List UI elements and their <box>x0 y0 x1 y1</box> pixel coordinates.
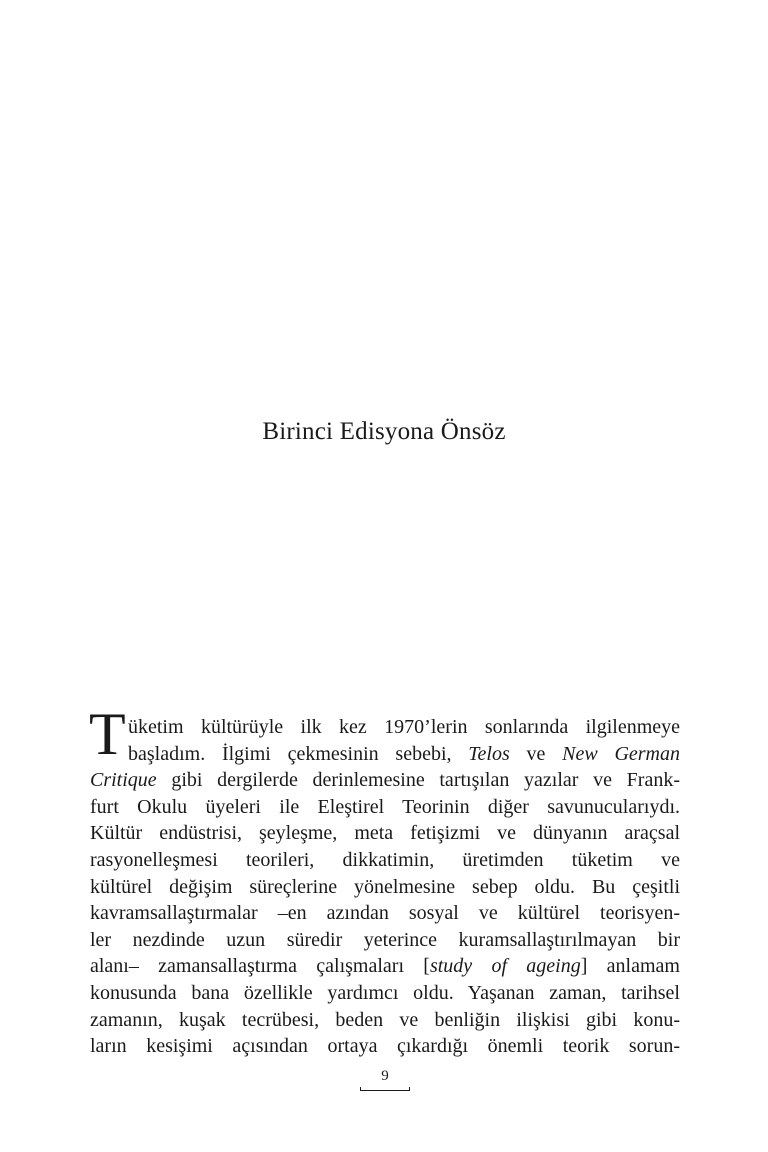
text-line <box>90 1007 680 1034</box>
text-run: ler nezdinde uzun süredir yeterince kuramsallaştırılmayan bir <box>90 928 680 951</box>
italic-text: study of ageing <box>429 955 581 978</box>
text-run: gibi dergilerde derinlemesine tartışılan yazılar ve Frank- <box>156 769 680 792</box>
text-line <box>90 900 680 927</box>
text-run: üketim kültürüyle ilk kez 1970’lerin sonlarında ilgilenmeye <box>128 716 680 738</box>
chapter-title: Birinci Edisyona Önsöz <box>262 418 506 445</box>
text-run: zamanın, kuşak tecrübesi, beden ve benliğin ilişkisi gibi konu- <box>90 1008 680 1031</box>
footer-bracket-rule <box>360 1087 410 1091</box>
text-run: kavramsallaştırmalar –en azından sosyal ve kültürel teorisyen- <box>90 902 680 925</box>
text-line <box>90 741 680 768</box>
text-run: başladım. İlgimi çekmesinin sebebi, <box>128 742 469 765</box>
text-run: alanı– zamansallaştırma çalışmaları [ <box>90 955 430 978</box>
text-run: Kültür endüstrisi, şeyleşme, meta fetişizmi ve dünyanın araçsal <box>90 822 680 845</box>
page-footer <box>360 1068 410 1092</box>
text-run: furt Okulu üyeleri ile Eleştirel Teorinin diğer savunucularıydı. <box>90 795 680 818</box>
text-line <box>90 820 680 847</box>
text-run: ve <box>509 742 563 765</box>
text-line <box>90 874 680 901</box>
italic-text: Telos <box>468 742 510 765</box>
text-line <box>90 767 680 794</box>
text-line <box>90 953 680 980</box>
body-paragraph <box>90 714 680 1060</box>
text-run: kültürel değişim süreçlerine yönelmesine sebep oldu. Bu çeşitli <box>90 875 680 898</box>
text-line <box>90 794 680 821</box>
page-number: 9 <box>381 1068 389 1084</box>
text-line <box>90 1033 680 1060</box>
text-run: ] anlamam <box>580 955 680 978</box>
text-run: rasyonelleşmesi teorileri, dikkatimin, üretimden tüketim ve <box>90 848 680 871</box>
text-line <box>90 980 680 1007</box>
text-run: ların kesişimi açısından ortaya çıkardığı önemli teorik sorun- <box>90 1035 680 1058</box>
text-run: konusunda bana özellikle yardımcı oldu. Yaşanan zaman, tarihsel <box>90 981 680 1004</box>
text-line <box>90 927 680 954</box>
text-line <box>90 714 680 741</box>
drop-cap: T <box>89 701 126 767</box>
text-line <box>90 847 680 874</box>
italic-text: Critique <box>90 769 157 792</box>
italic-text: New German <box>562 742 680 765</box>
